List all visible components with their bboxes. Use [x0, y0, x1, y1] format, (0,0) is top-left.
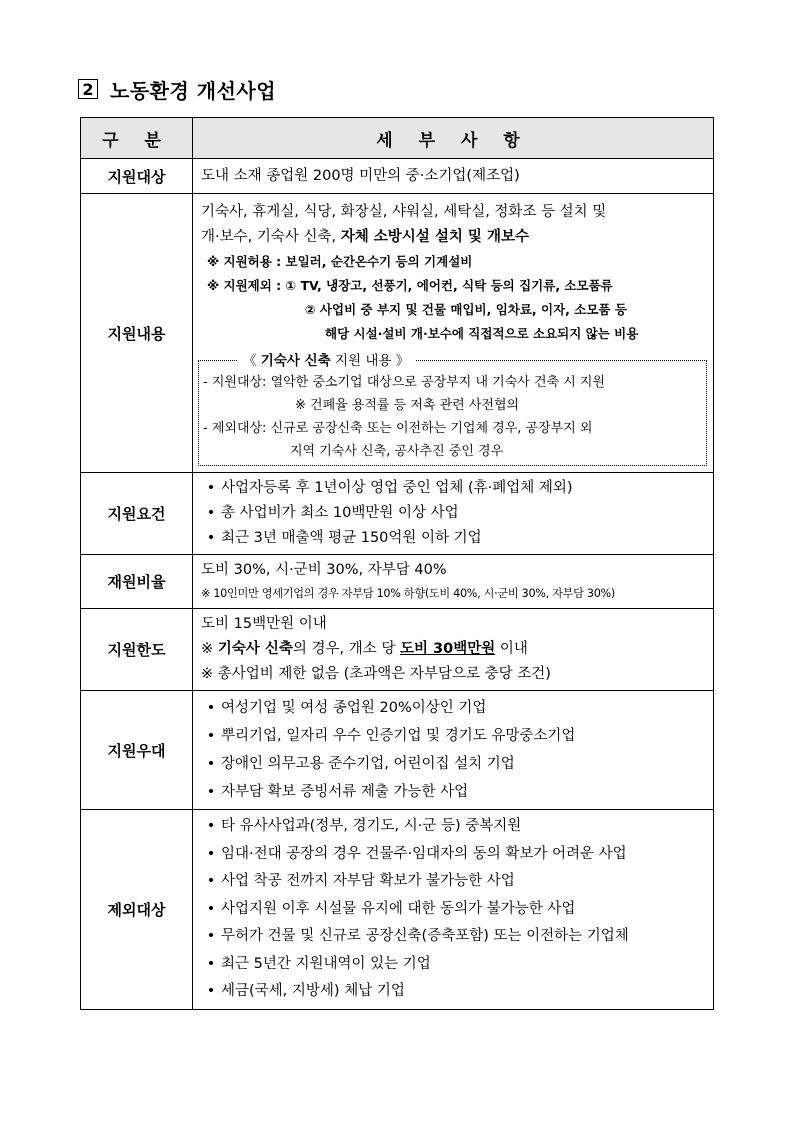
content-line-2-bold: 자체 소방시설 설치 및 개보수	[340, 229, 529, 245]
table-header-row	[81, 118, 714, 159]
label-target: 지원대상	[81, 159, 193, 194]
list-item: • 타 유사사업과(정부, 경기도, 시·군 등) 중복지원	[206, 818, 522, 834]
label-funding: 재원비율	[81, 555, 193, 609]
target-text: 도내 소재 종업원 200명 미만의 중·소기업(제조업)	[201, 167, 520, 184]
label-limit: 지원한도	[81, 609, 193, 691]
dormitory-line-3: - 제외대상: 신규로 공장신축 또는 이전하는 기업체 경우, 공장부지 외	[203, 421, 593, 436]
dormitory-box-title: 《 기숙사 신축 지원 내용 》	[237, 349, 415, 374]
dormitory-line-2: ※ 건폐율 용적률 등 저촉 관련 사전협의	[295, 398, 520, 413]
list-item: • 총 사업비가 최소 10백만원 이상 사업	[206, 505, 459, 521]
section-title-text: 노동환경 개선사업	[110, 78, 277, 103]
limit-line-2: ※ 기숙사 신축의 경우, 개소 당 도비 30백만원 이내	[201, 641, 528, 657]
label-content: 지원내용	[81, 194, 193, 473]
label-preference: 지원우대	[81, 691, 193, 810]
list-item: • 세금(국세, 지방세) 체납 기업	[206, 983, 405, 999]
note-exclude-3: 해당 시설·설비 개·보수에 직접적으로 소요되지 않는 비용	[325, 326, 639, 341]
note-allow: ※ 지원허용 : 보일러, 순간온수기 등의 기계설비	[207, 254, 473, 269]
row-limit	[81, 609, 714, 691]
row-requirements	[81, 473, 714, 555]
list-item: • 뿌리기업, 일자리 우수 인증기업 및 경기도 유망중소기업	[206, 728, 576, 744]
funding-line-1: 도비 30%, 시·군비 30%, 자부담 40%	[201, 562, 447, 578]
row-exclusion	[81, 810, 714, 1010]
list-item: • 사업자등록 후 1년이상 영업 중인 업체 (휴·폐업체 제외)	[206, 480, 573, 496]
section-title	[78, 74, 276, 104]
section-number-box: 2	[78, 79, 98, 99]
dormitory-line-4: 지역 기숙사 신축, 공사추진 중인 경우	[290, 444, 504, 459]
limit-line-3: ※ 총사업비 제한 없음 (초과액은 자부담으로 충당 조건)	[201, 666, 551, 682]
row-content	[81, 194, 714, 473]
dormitory-box	[198, 353, 707, 466]
list-item: • 장애인 의무고용 준수기업, 어린이집 설치 기업	[206, 756, 515, 772]
list-item: • 여성기업 및 여성 종업원 20%이상인 기업	[206, 700, 487, 716]
support-table	[80, 117, 714, 1010]
label-exclusion: 제외대상	[81, 810, 193, 1010]
note-exclude-1: ※ 지원제외 : ① TV, 냉장고, 선풍기, 에어컨, 식탁 등의 집기류, 소모품류	[207, 278, 613, 293]
dormitory-line-1: - 지원대상: 열악한 중소기업 대상으로 공장부지 내 기숙사 건축 시 지원	[203, 375, 606, 390]
list-item: • 자부담 확보 증빙서류 제출 가능한 사업	[206, 784, 469, 800]
list-item: • 임대·전대 공장의 경우 건물주·임대자의 동의 확보가 어려운 사업	[206, 845, 627, 862]
header-category: 구 분	[81, 118, 193, 159]
row-target	[81, 159, 714, 194]
list-item: • 최근 5년간 지원내역이 있는 기업	[206, 955, 431, 972]
limit-line-1: 도비 15백만원 이내	[201, 616, 327, 632]
funding-line-2: ※ 10인미만 영세기업의 경우 자부담 10% 하향(도비 40%, 시·군비 30%, 자부담 30%)	[201, 587, 615, 600]
list-item: • 사업지원 이후 시설물 유지에 대한 동의가 불가능한 사업	[206, 900, 576, 917]
content-line-2: 개·보수, 기숙사 신축, 자체 소방시설 설치 및 개보수	[201, 229, 529, 245]
list-item: • 최근 3년 매출액 평균 150억원 이하 기업	[206, 530, 482, 546]
content-line-1: 기숙사, 휴게실, 식당, 화장실, 샤워실, 세탁실, 정화조 등 설치 및	[201, 204, 607, 220]
list-item: • 사업 착공 전까지 자부담 확보가 불가능한 사업	[206, 873, 515, 889]
header-details: 세 부 사 항	[193, 118, 714, 159]
row-preference	[81, 691, 714, 810]
label-requirements: 지원요건	[81, 473, 193, 555]
list-item: • 무허가 건물 및 신규로 공장신축(증축포함) 또는 이전하는 기업체	[206, 928, 629, 944]
row-funding	[81, 555, 714, 609]
note-exclude-2: ② 사업비 중 부지 및 건물 매입비, 임차료, 이자, 소모품 등	[305, 302, 627, 317]
